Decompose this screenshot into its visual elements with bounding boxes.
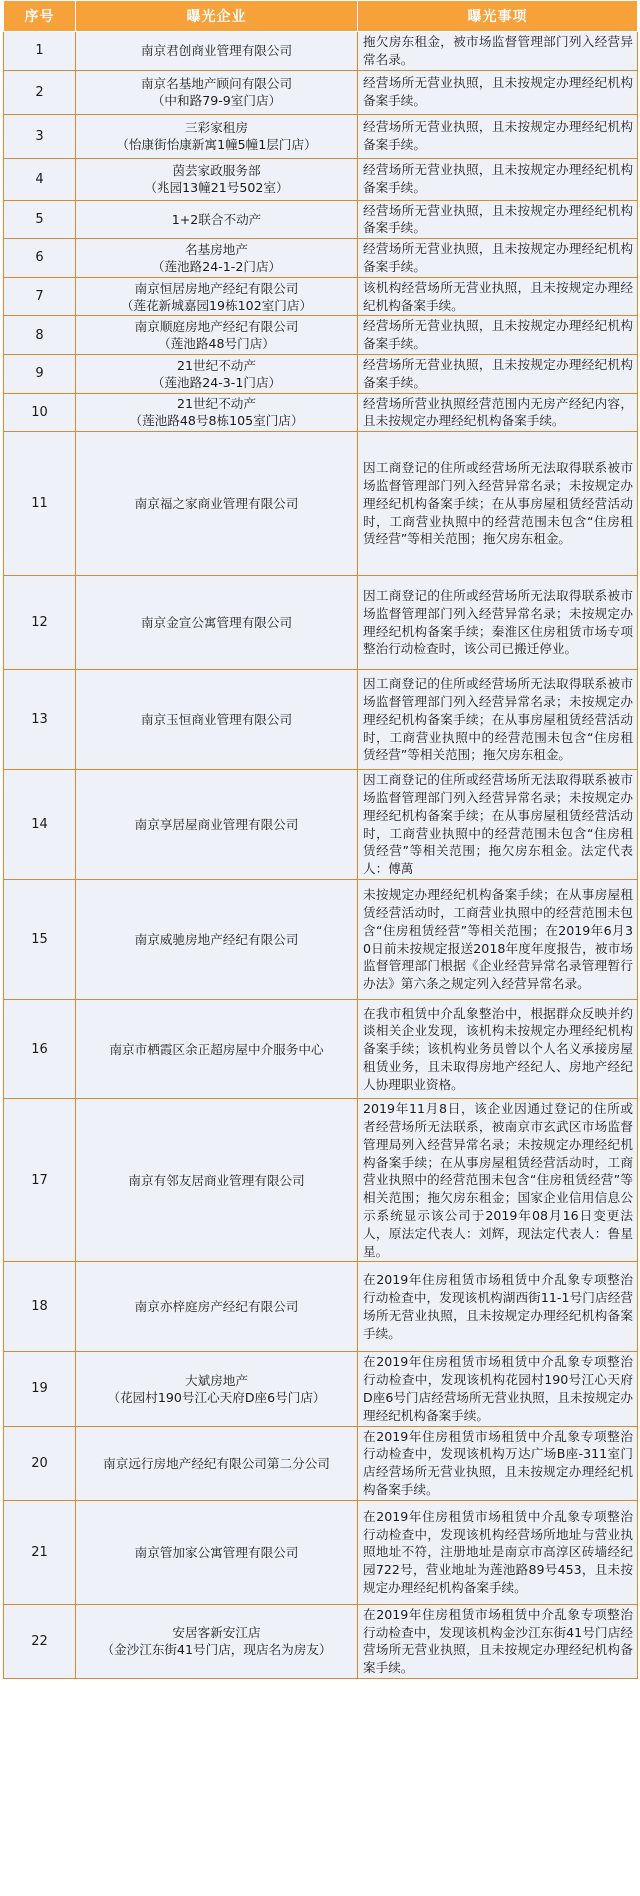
exposure-matter: 在2019年住房租赁市场租赁中介乱象专项整治行动检查中，发现该机构花园村190号江心天府D座6号门店经营场所无营业执照，且未按规定办理经纪机构备案手续。 bbox=[358, 1352, 638, 1426]
company-branch-address: （莲池路24-1-2门店） bbox=[151, 258, 282, 274]
table-row bbox=[4, 576, 638, 670]
company-name: 南京金宣公寓管理有限公司 bbox=[140, 615, 293, 631]
exposure-matter: 因工商登记的住所或经营场所无法取得联系被市场监督管理部门列入经营异常名录；未按规定办理经纪机构备案手续；秦淮区住房租赁市场专项整治行动检查时，该公司已搬迁停业。 bbox=[358, 576, 638, 670]
table-row bbox=[4, 158, 638, 200]
exposure-matter: 未按规定办理经纪机构备案手续；在从事房屋租赁经营活动时，工商营业执照中的经营范围未包含“住房租赁经营”等相关范围；在2019年6月30日前未按规定报送2018年度年度报告，被市场监督管理部门根据《企业经营异常名录管理暂行办法》第六条之规定列入经营异常名录。 bbox=[358, 880, 638, 1000]
table-row bbox=[4, 1262, 638, 1352]
company-cell bbox=[76, 239, 358, 278]
row-number: 10 bbox=[4, 393, 76, 432]
company-name: 南京市栖霞区余正超房屋中介服务中心 bbox=[109, 1041, 324, 1057]
company-cell bbox=[76, 670, 358, 770]
row-number: 17 bbox=[4, 1099, 76, 1262]
company-name: 南京顺庭房地产经纪有限公司 bbox=[134, 319, 299, 335]
exposure-matter: 经营场所无营业执照，且未按规定办理经纪机构备案手续。 bbox=[358, 354, 638, 393]
row-number: 13 bbox=[4, 670, 76, 770]
company-branch-address: （莲池路48号8栋105室门店） bbox=[129, 413, 304, 429]
company-name: 南京恒居房地产经纪有限公司 bbox=[134, 280, 299, 296]
table-row bbox=[4, 880, 638, 1000]
row-number: 1 bbox=[4, 32, 76, 71]
row-number: 12 bbox=[4, 576, 76, 670]
exposure-matter: 经营场所营业执照经营范围内无房产经纪内容，且未按规定办理经纪机构备案手续。 bbox=[358, 393, 638, 432]
row-number: 22 bbox=[4, 1604, 76, 1678]
exposure-matter: 该机构经营场所无营业执照，且未按规定办理经纪机构备案手续。 bbox=[358, 277, 638, 316]
row-number: 5 bbox=[4, 200, 76, 239]
row-number: 14 bbox=[4, 770, 76, 880]
company-name: 南京威驰房地产经纪有限公司 bbox=[134, 932, 299, 948]
company-cell bbox=[76, 1604, 358, 1678]
exposure-matter: 经营场所无营业执照，且未按规定办理经纪机构备案手续。 bbox=[358, 158, 638, 200]
table-row bbox=[4, 316, 638, 355]
exposure-matter: 经营场所无营业执照，且未按规定办理经纪机构备案手续。 bbox=[358, 200, 638, 239]
table-row bbox=[4, 1000, 638, 1099]
company-cell bbox=[76, 770, 358, 880]
company-cell bbox=[76, 1000, 358, 1099]
company-name: 安居客新安江店 bbox=[172, 1625, 261, 1641]
company-branch-address: （莲池路24-3-1门店） bbox=[151, 374, 282, 390]
company-cell bbox=[76, 158, 358, 200]
company-cell bbox=[76, 114, 358, 158]
table-row bbox=[4, 432, 638, 576]
row-number: 9 bbox=[4, 354, 76, 393]
company-name: 南京有邻友居商业管理有限公司 bbox=[128, 1172, 305, 1188]
row-number: 4 bbox=[4, 158, 76, 200]
company-branch-address: （金沙江东街41号门店，现店名为房友） bbox=[101, 1642, 332, 1658]
table-header-row bbox=[4, 1, 638, 32]
company-name: 三彩家租房 bbox=[185, 120, 248, 136]
exposure-matter: 经营场所无营业执照，且未按规定办理经纪机构备案手续。 bbox=[358, 114, 638, 158]
table-row bbox=[4, 200, 638, 239]
header-matter: 曝光事项 bbox=[358, 1, 638, 32]
company-cell bbox=[76, 1500, 358, 1604]
company-name: 南京管加家公寓管理有限公司 bbox=[134, 1544, 299, 1560]
company-cell bbox=[76, 880, 358, 1000]
company-cell bbox=[76, 1099, 358, 1262]
row-number: 21 bbox=[4, 1500, 76, 1604]
table-row bbox=[4, 770, 638, 880]
company-cell bbox=[76, 432, 358, 576]
exposure-matter: 经营场所无营业执照，且未按规定办理经纪机构备案手续。 bbox=[358, 70, 638, 114]
company-cell bbox=[76, 32, 358, 71]
company-branch-address: （莲花新城嘉园19栋102室门店） bbox=[120, 297, 313, 313]
row-number: 19 bbox=[4, 1352, 76, 1426]
exposure-matter: 在2019年住房租赁市场租赁中介乱象专项整治行动检查中，发现该机构金沙江东街41号门店经营场所无营业执照，且未按规定办理经纪机构备案手续。 bbox=[358, 1604, 638, 1678]
company-cell bbox=[76, 1262, 358, 1352]
header-company: 曝光企业 bbox=[76, 1, 358, 32]
table-row bbox=[4, 1099, 638, 1262]
table-row bbox=[4, 393, 638, 432]
company-name: 南京君创商业管理有限公司 bbox=[140, 43, 293, 59]
header-number: 序号 bbox=[4, 1, 76, 32]
row-number: 6 bbox=[4, 239, 76, 278]
company-name: 大斌房地产 bbox=[185, 1372, 248, 1388]
exposure-matter: 在2019年住房租赁市场租赁中介乱象专项整治行动检查中，发现该机构万达广场B座-311室门店经营场所无营业执照，且未按规定办理经纪机构备案手续。 bbox=[358, 1426, 638, 1500]
company-cell bbox=[76, 70, 358, 114]
exposure-matter: 2019年11月8日，该企业因通过登记的住所或者经营场所无法联系，被南京市玄武区市场监督管理局列入经营异常名录；未按规定办理经纪机构备案手续；在从事房屋租赁经营活动时，工商营业执照中的经营范围未包含“住房租赁经营”等相关范围；拖欠房东租金；国家企业信用信息公示系统显示该公司于2019年08月16日变更法人，原法定代表人：刘辉，现法定代表人：鲁星星。 bbox=[358, 1099, 638, 1262]
table-row bbox=[4, 1604, 638, 1678]
table-row bbox=[4, 1352, 638, 1426]
exposure-matter: 因工商登记的住所或经营场所无法取得联系被市场监督管理部门列入经营异常名录；未按规定办理经纪机构备案手续；在从事房屋租赁经营活动时，工商营业执照中的经营范围未包含“住房租赁经营”等相关范围；拖欠房东租金。 bbox=[358, 670, 638, 770]
exposure-matter: 经营场所无营业执照，且未按规定办理经纪机构备案手续。 bbox=[358, 239, 638, 278]
table-row bbox=[4, 354, 638, 393]
table-row bbox=[4, 114, 638, 158]
exposure-matter: 因工商登记的住所或经营场所无法取得联系被市场监督管理部门列入经营异常名录；未按规定办理经纪机构备案手续；在从事房屋租赁经营活动时，工商营业执照中的经营范围未包含“住房租赁经营”等相关范围；拖欠房东租金。法定代表人：傅萬 bbox=[358, 770, 638, 880]
company-branch-address: （莲池路48号门店） bbox=[158, 336, 275, 352]
company-name: 名基房地产 bbox=[185, 241, 248, 257]
exposure-table bbox=[3, 0, 638, 1679]
table-row bbox=[4, 32, 638, 71]
company-name: 茵芸家政服务部 bbox=[172, 163, 261, 179]
exposure-matter: 在2019年住房租赁市场租赁中介乱象专项整治行动检查中，发现该机构经营场所地址与营业执照地址不符，注册地址是南京市高淳区砖墙经纪园722号，营业地址为莲池路89号453，且未按规定办理经纪机构备案手续。 bbox=[358, 1500, 638, 1604]
table-body bbox=[4, 32, 638, 1679]
company-name: 21世纪不动产 bbox=[177, 357, 256, 373]
row-number: 15 bbox=[4, 880, 76, 1000]
table-row bbox=[4, 239, 638, 278]
exposure-matter: 在2019年住房租赁市场租赁中介乱象专项整治行动检查中，发现该机构湖西街11-1号门店经营场所无营业执照，且未按规定办理经纪机构备案手续。 bbox=[358, 1262, 638, 1352]
company-name: 南京名基地产顾问有限公司 bbox=[140, 76, 293, 92]
table-row bbox=[4, 1500, 638, 1604]
exposure-matter: 拖欠房东租金，被市场监督管理部门列入经营异常名录。 bbox=[358, 32, 638, 71]
table-row bbox=[4, 277, 638, 316]
row-number: 8 bbox=[4, 316, 76, 355]
company-cell bbox=[76, 316, 358, 355]
company-cell bbox=[76, 200, 358, 239]
company-cell bbox=[76, 1352, 358, 1426]
company-name: 1+2联合不动产 bbox=[171, 211, 262, 227]
exposure-matter: 因工商登记的住所或经营场所无法取得联系被市场监督管理部门列入经营异常名录；未按规定办理经纪机构备案手续；在从事房屋租赁经营活动时，工商营业执照中的经营范围未包含“住房租赁经营”等相关范围；拖欠房东租金。 bbox=[358, 432, 638, 576]
row-number: 18 bbox=[4, 1262, 76, 1352]
table-row bbox=[4, 670, 638, 770]
row-number: 16 bbox=[4, 1000, 76, 1099]
table-row bbox=[4, 1426, 638, 1500]
row-number: 3 bbox=[4, 114, 76, 158]
company-branch-address: （怡康街怡康新寓1幢5幢1层门店） bbox=[116, 137, 317, 153]
company-name: 南京福之家商业管理有限公司 bbox=[134, 496, 299, 512]
company-name: 南京玉恒商业管理有限公司 bbox=[140, 712, 293, 728]
company-cell bbox=[76, 393, 358, 432]
company-name: 21世纪不动产 bbox=[177, 396, 256, 412]
row-number: 11 bbox=[4, 432, 76, 576]
company-cell bbox=[76, 277, 358, 316]
company-name: 南京享居屋商业管理有限公司 bbox=[134, 817, 299, 833]
company-name: 南京远行房地产经纪有限公司第二分公司 bbox=[103, 1455, 330, 1471]
company-branch-address: （兆园13幢21号502室） bbox=[144, 180, 289, 196]
exposure-matter: 在我市租赁中介乱象整治中，根据群众反映并约谈相关企业发现，该机构未按规定办理经纪机构备案手续；该机构业务员曾以个人名义承接房屋租赁业务，且未取得房地产经纪人、房地产经纪人协理职业资格。 bbox=[358, 1000, 638, 1099]
row-number: 2 bbox=[4, 70, 76, 114]
row-number: 7 bbox=[4, 277, 76, 316]
exposure-matter: 经营场所无营业执照，且未按规定办理经纪机构备案手续。 bbox=[358, 316, 638, 355]
row-number: 20 bbox=[4, 1426, 76, 1500]
company-branch-address: （花园村190号江心天府D座6号门店） bbox=[107, 1389, 326, 1405]
company-cell bbox=[76, 1426, 358, 1500]
table-row bbox=[4, 70, 638, 114]
company-name: 南京亦梓庭房产经纪有限公司 bbox=[134, 1299, 299, 1315]
company-cell bbox=[76, 354, 358, 393]
company-branch-address: （中和路79-9室门店） bbox=[151, 93, 282, 109]
company-cell bbox=[76, 576, 358, 670]
